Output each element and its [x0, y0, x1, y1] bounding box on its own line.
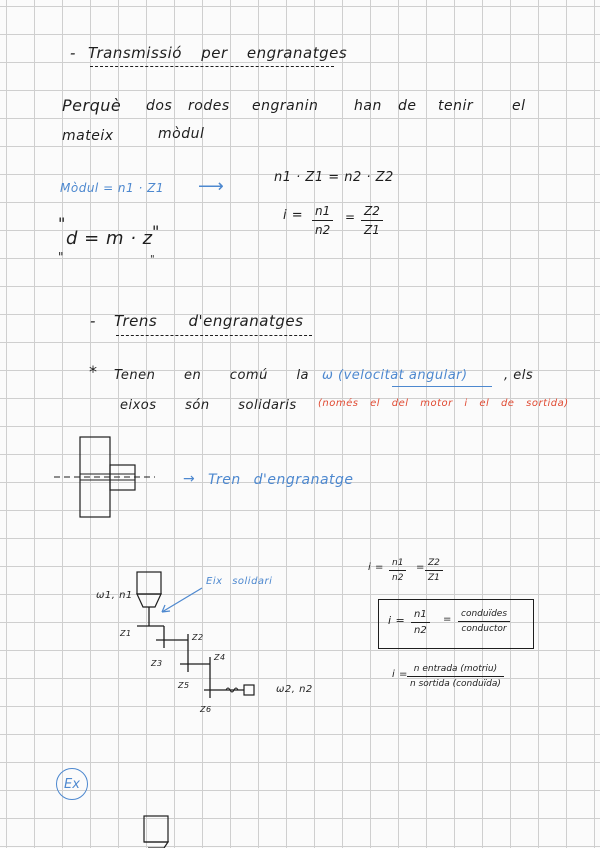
modul-arrow: ⟶ [198, 176, 225, 197]
label-z2: Z2 [192, 633, 204, 642]
motor-taper [144, 842, 168, 848]
tenen-line1: Tenen en comú la [114, 368, 310, 383]
train-arrow: → [183, 471, 196, 487]
label-z5: Z5 [178, 681, 190, 690]
denominator: Z1 [364, 223, 380, 237]
q-word: Perquè [62, 96, 122, 115]
product-relation: n1 · Z1 = n2 · Z2 [274, 170, 394, 185]
denominator: conductor [461, 624, 507, 634]
tenen-line2: eixos són solidaris [120, 398, 297, 413]
denominator: n sortida (conduïda) [410, 679, 501, 689]
equals-sign: = [345, 210, 356, 224]
denominator: n2 [315, 223, 331, 237]
omega-note: ω (velocitat angular) [322, 368, 468, 383]
modul-label: Mòdul = n1 · Z1 [60, 181, 164, 195]
label-z6: Z6 [200, 705, 212, 714]
tenen-line1-end: , els [504, 368, 534, 383]
q-word: dos [146, 98, 173, 114]
label-z1: Z1 [120, 629, 132, 638]
only-motor-note: (només el del motor i el de sortida) [318, 398, 569, 409]
label-z4: Z4 [214, 653, 226, 662]
motor-block [144, 816, 168, 842]
q-word: engranin [252, 98, 319, 114]
train-label: Tren d'engranatge [208, 472, 354, 488]
omega-in-label: ω1, n1 [96, 590, 133, 601]
q-word: el [512, 98, 526, 114]
denominator: n2 [414, 625, 427, 636]
equals-sign: = [443, 614, 452, 625]
q-word: mateix [62, 128, 114, 144]
example-label: Ex [64, 776, 80, 792]
formula-d: d = m · z [66, 228, 153, 249]
numerator: Z2 [428, 558, 440, 568]
numerator: conduïdes [461, 609, 508, 619]
numerator: n1 [414, 609, 427, 620]
section2-bullet: - [90, 312, 96, 330]
label-z3: Z3 [151, 659, 163, 668]
denominator: n2 [392, 573, 404, 583]
numerator: n entrada (motriu) [413, 664, 498, 674]
denominator: Z1 [428, 573, 440, 583]
ratio-i2-label: i = [392, 669, 408, 680]
section2-title: Trens d'engranatges [114, 312, 304, 330]
boxed-i-label: i = [388, 614, 406, 627]
quote-open: " [58, 214, 66, 233]
numerator: n1 [315, 204, 331, 218]
section1-title: Transmissió per engranatges [88, 44, 348, 62]
ditto-mark: " [58, 250, 65, 264]
ditto-mark: " [150, 254, 156, 265]
numerator: Z2 [364, 204, 380, 218]
q-word: han [354, 98, 382, 114]
equals-sign: = [416, 562, 425, 573]
q-word: de [398, 98, 417, 114]
i-label: i = [283, 208, 304, 223]
star-bullet: * [89, 362, 98, 381]
quote-close: " [152, 222, 160, 241]
omega-out-label: ω2, n2 [276, 684, 313, 695]
eix-solidari-label: Eix solidari [206, 576, 273, 587]
section1-bullet: - [70, 44, 76, 62]
q-word: rodes [188, 98, 230, 114]
ratio-i-label: i = [368, 562, 384, 573]
numerator: n1 [392, 558, 404, 568]
q-word: tenir [438, 98, 474, 114]
q-word: mòdul [158, 126, 205, 142]
